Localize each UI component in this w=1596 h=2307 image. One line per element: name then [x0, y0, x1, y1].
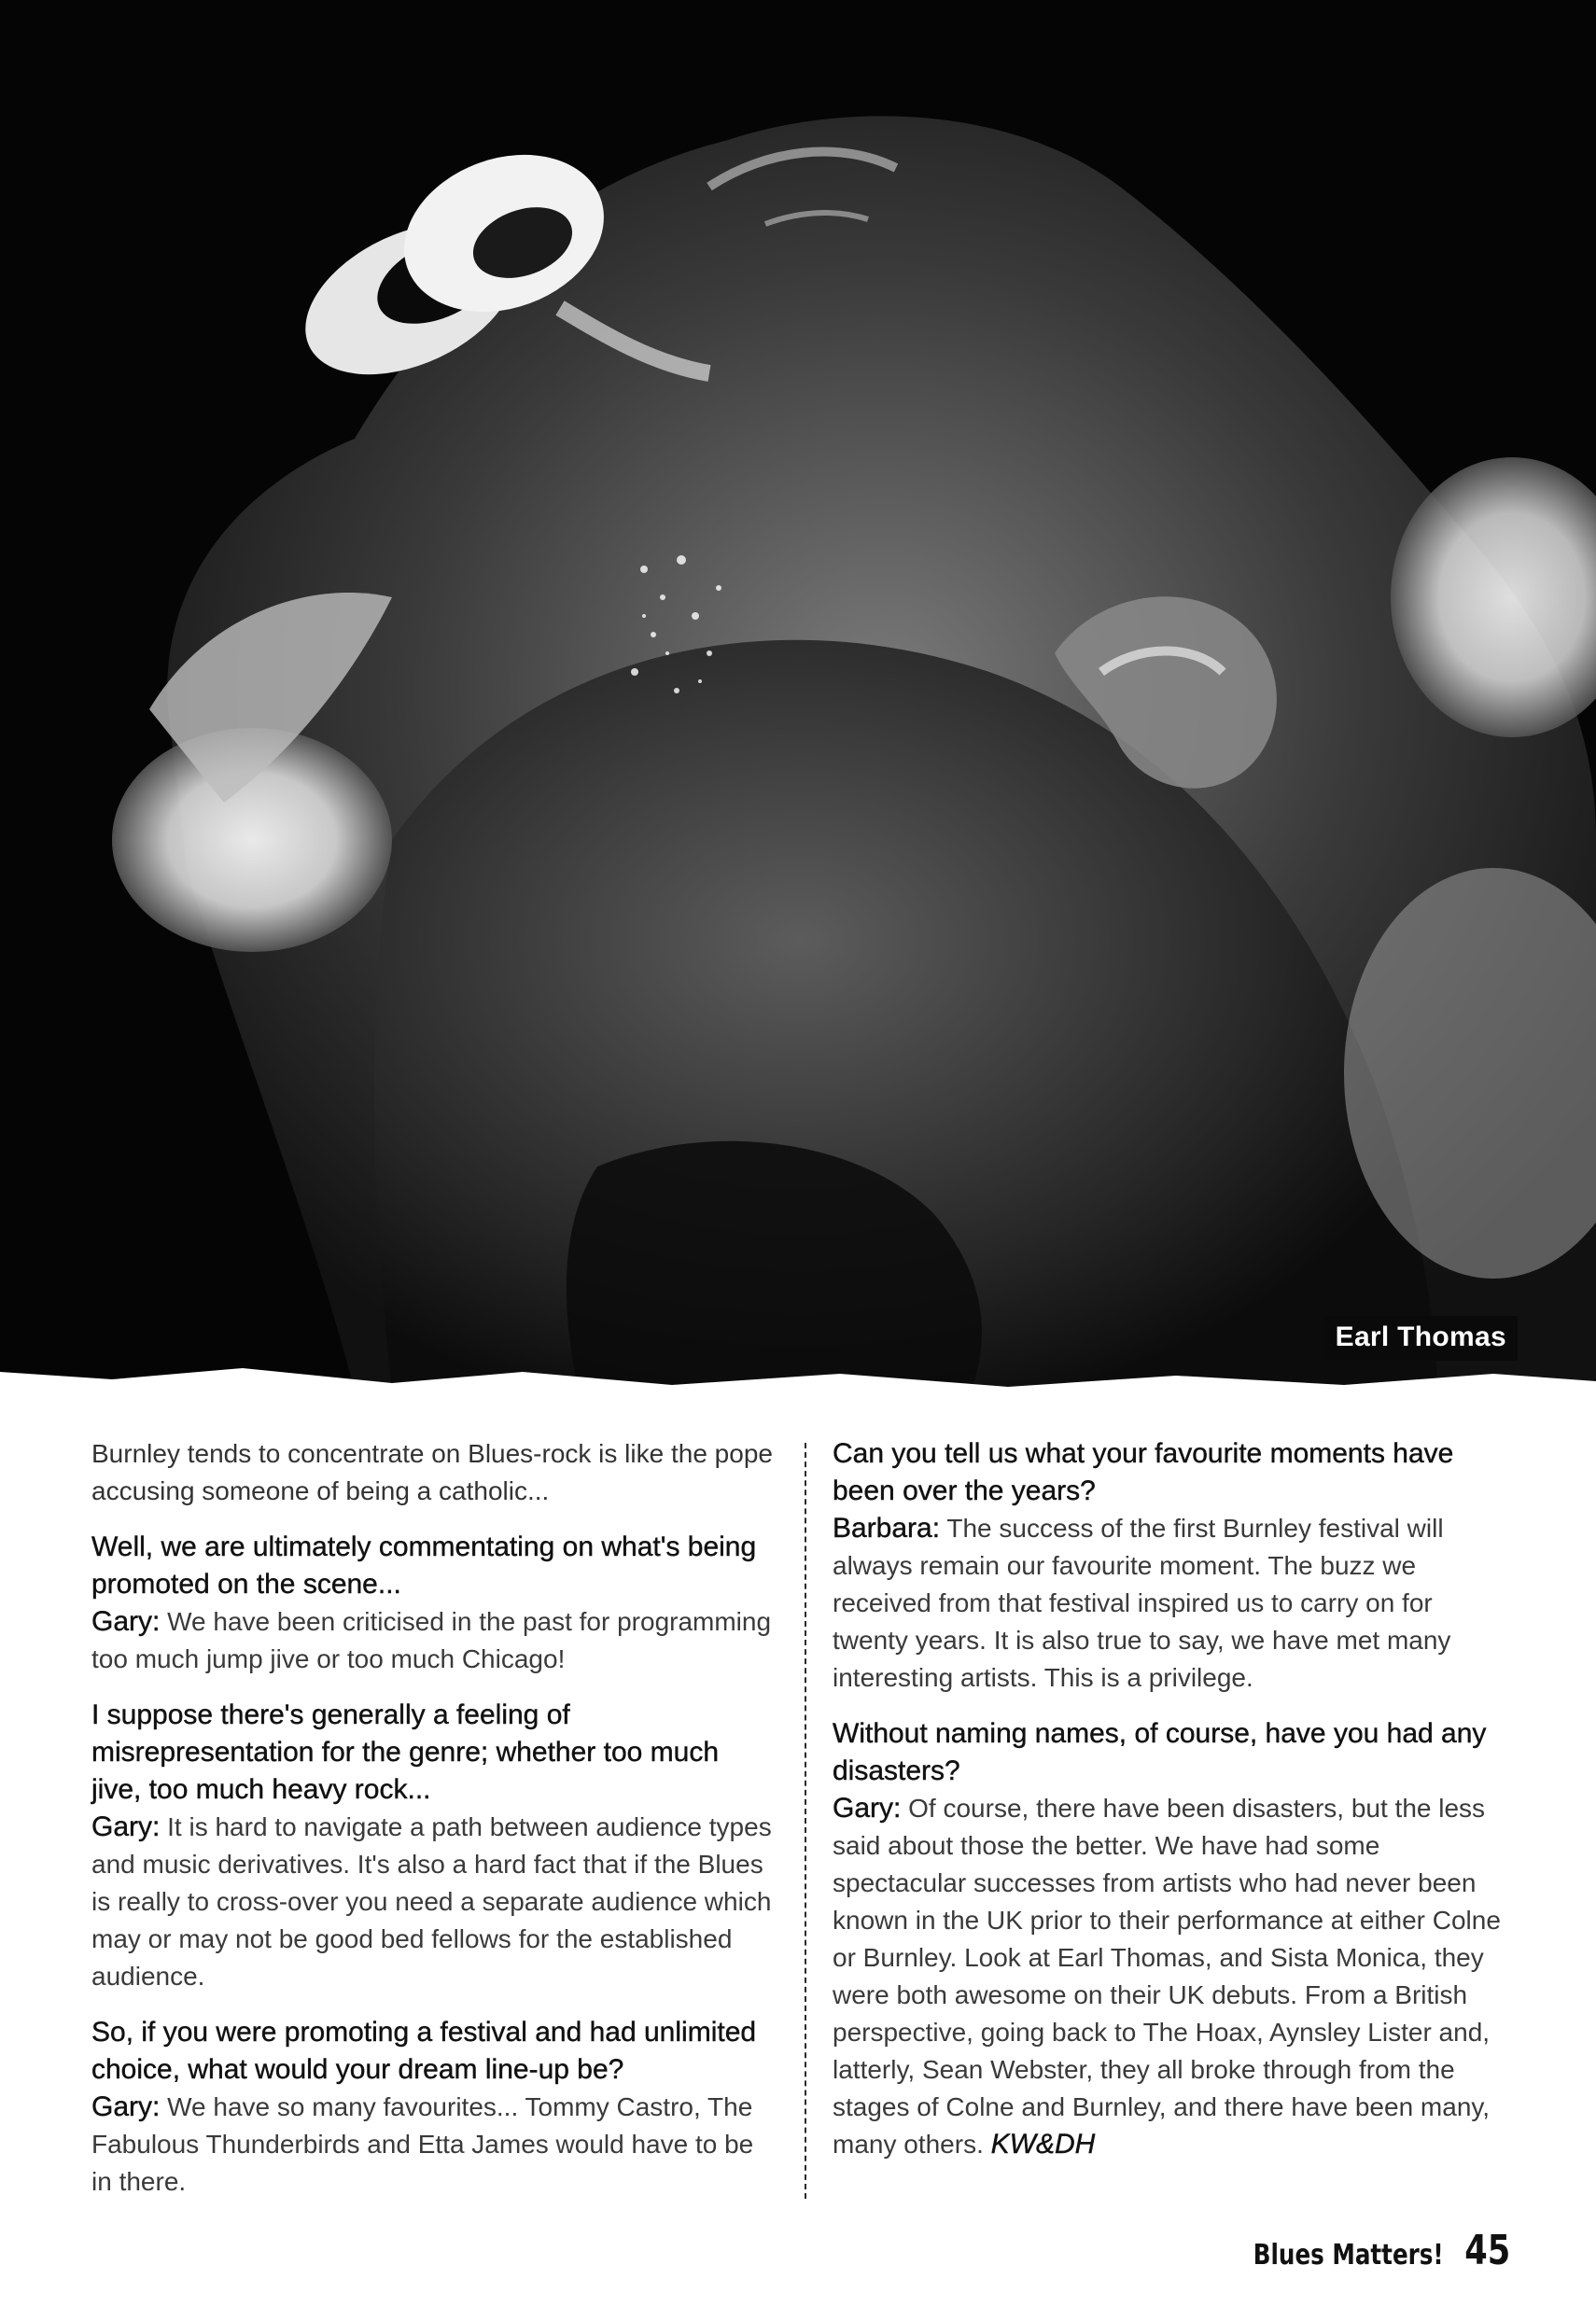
answer-1 — [91, 1603, 773, 1678]
photo-caption: Earl Thomas — [1324, 1316, 1518, 1361]
answer-2 — [91, 1809, 773, 1995]
page-footer — [1211, 2227, 1510, 2274]
answer-text: We have been criticised in the past for programming too much jump jive or too much Chicago! — [91, 1607, 772, 1673]
answer-3 — [91, 2089, 773, 2201]
speaker-label: Gary: — [91, 1606, 161, 1637]
question-1: Well, we are ultimately commentating on what's being promoted on the scene... — [91, 1531, 757, 1600]
answer-4 — [833, 1510, 1514, 1697]
answer-text: The success of the first Burnley festival will always remain our favourite moment. The buzz we received from that festival inspired us to carry on for twenty years. It is also true to say, we have met many interesting artists. This is a privilege. — [833, 1514, 1451, 1692]
column-divider — [805, 1443, 806, 2199]
question-4: Can you tell us what your favourite moments have been over the years? — [833, 1438, 1454, 1506]
speaker-label: Gary: — [91, 2091, 161, 2122]
question-5: Without naming names, of course, have you had any disasters? — [833, 1718, 1487, 1786]
right-column — [833, 1435, 1514, 2182]
answer-text: We have so many favourites... Tommy Castro, The Fabulous Thunderbirds and Etta James would have to be in there. — [91, 2092, 754, 2196]
author-credit: KW&DH — [990, 2129, 1096, 2160]
magazine-name: Blues Matters! — [1253, 2239, 1444, 2272]
speaker-label: Gary: — [833, 1793, 902, 1824]
speaker-label: Gary: — [91, 1811, 161, 1842]
question-3: So, if you were promoting a festival and had unlimited choice, what would your dream line-up be? — [91, 2017, 757, 2085]
answer-text: Of course, there have been disasters, but the less said about those the better. We have had some spectacular successes from artists who had never been known in the UK prior to their performance at either Colne or Burnley. Look at Earl Thomas, and Sista Monica, they were both awesome on their UK debuts. From a British perspective, going back to The Hoax, Aynsley Lister and, latterly, Sean Webster, they all broke through from the stages of Colne and Burnley, and there have been many, many others. — [833, 1794, 1501, 2159]
page-number: 45 — [1464, 2227, 1510, 2274]
left-column — [91, 1435, 773, 2219]
answer-5 — [833, 1790, 1514, 2163]
speaker-label: Barbara: — [833, 1513, 941, 1544]
question-2: I suppose there's generally a feeling of misrepresentation for the genre; whether too much jive, too much heavy rock... — [91, 1699, 720, 1805]
intro-paragraph: Burnley tends to concentrate on Blues-rock is like the pope accusing someone of being a catholic... — [91, 1439, 773, 1505]
answer-text: It is hard to navigate a path between audience types and music derivatives. It's also a hard fact that if the Blues is really to cross-over you need a separate audience which may or may not be good bed fellows for the established audience. — [91, 1812, 772, 1991]
